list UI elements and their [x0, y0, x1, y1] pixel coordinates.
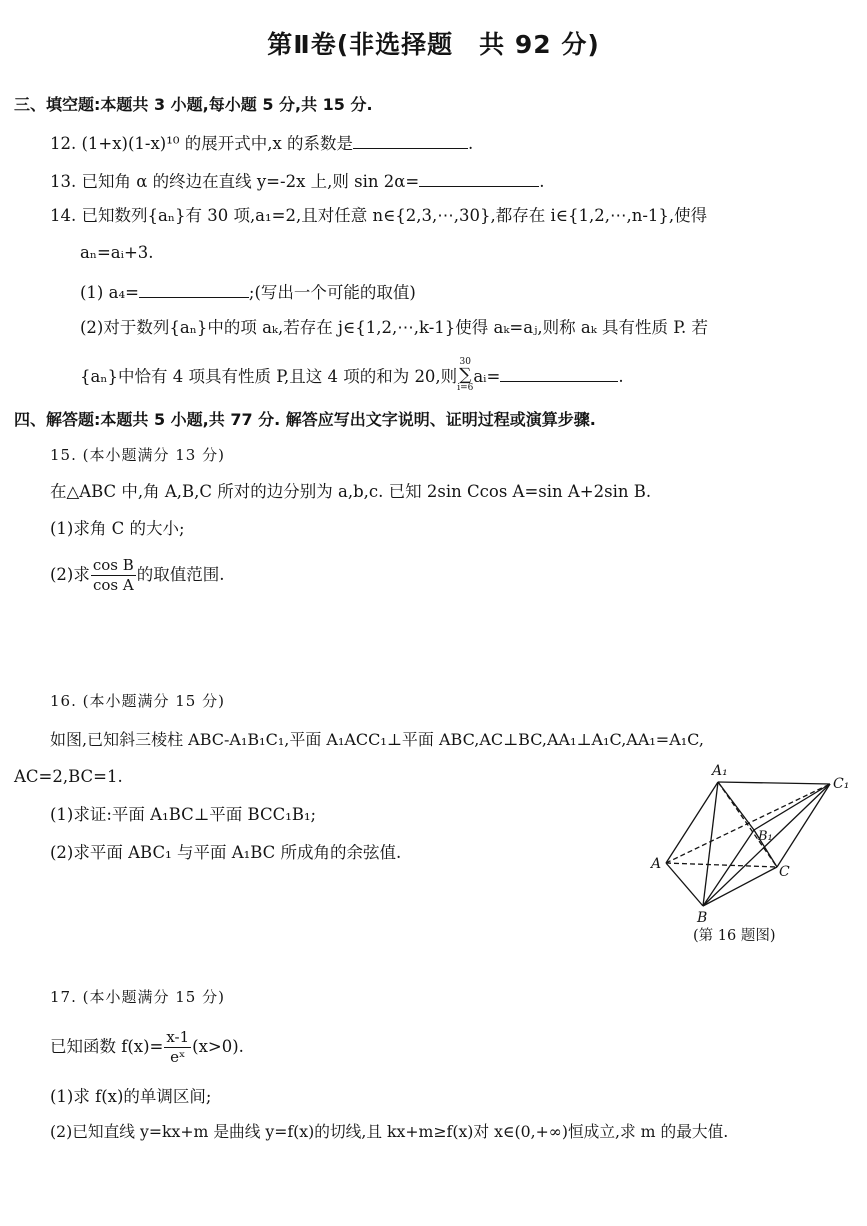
q16-heading: 16. (本小题满分 15 分) — [50, 692, 225, 710]
q15-part2-pre: (2)求 — [50, 564, 90, 584]
q13-text: 13. 已知角 α 的终边在直线 y=-2x 上,则 sin 2α= — [50, 172, 420, 191]
figure-caption: (第 16 题图) — [693, 928, 776, 944]
q17-stem-pre: 已知函数 f(x)= — [50, 1036, 164, 1056]
question-12 — [50, 132, 473, 154]
section4-header: 四、解答题:本题共 5 小题,共 77 分. 解答应写出文字说明、证明过程或演算步骤. — [14, 410, 596, 429]
edge-bc — [703, 867, 777, 906]
q17-part2: (2)已知直线 y=kx+m 是曲线 y=f(x)的切线,且 kx+m≥f(x)对 x∈(0,+∞)恒成立,求 m 的最大值. — [50, 1122, 729, 1141]
label-b: B — [697, 910, 708, 925]
edge-bc1 — [703, 784, 830, 906]
q12-answer-blank — [353, 132, 468, 149]
q15-part1: (1)求角 C 的大小; — [50, 519, 185, 538]
q15-frac-den: cos A — [92, 575, 134, 594]
q14-part1-blank — [139, 281, 249, 298]
sum-symbol: ∑ — [459, 365, 472, 385]
sum-lower: i=6 — [457, 383, 474, 393]
q12-end: . — [468, 134, 474, 153]
q17-stem — [50, 1028, 244, 1067]
q14-part1 — [80, 281, 416, 303]
q14-line2: aₙ=aᵢ+3. — [80, 243, 154, 262]
q15-heading: 15. (本小题满分 13 分) — [50, 446, 225, 464]
q13-answer-blank — [419, 170, 539, 187]
q17-fraction — [164, 1028, 191, 1067]
q15-part2-post: 的取值范围. — [136, 564, 225, 584]
q17-frac-den: eˣ — [170, 1047, 186, 1066]
label-c1: C₁ — [833, 776, 850, 792]
q17-stem-post: (x>0). — [192, 1036, 244, 1056]
q14-part1-note: ;(写出一个可能的取值) — [248, 283, 416, 302]
q17-frac-num: x-1 — [166, 1028, 190, 1046]
q14-part2-blank — [500, 365, 618, 382]
summation — [457, 358, 473, 393]
prism-figure — [640, 760, 855, 925]
label-c: C — [779, 864, 790, 880]
q14-part2-line1: (2)对于数列{aₙ}中的项 aₖ,若存在 j∈{1,2,⋯,k-1}使得 aₖ=aⱼ,则称 aₖ 具有性质 P. 若 — [80, 318, 708, 337]
q15-stem: 在△ABC 中,角 A,B,C 所对的边分别为 a,b,c. 已知 2sin Ccos A=sin A+2sin B. — [50, 482, 652, 501]
edge-a1c1 — [718, 782, 830, 784]
q15-part2 — [50, 556, 225, 595]
q14-part1-text: (1) a₄= — [80, 283, 139, 302]
q17-heading: 17. (本小题满分 15 分) — [50, 988, 225, 1006]
q15-frac-num: cos B — [92, 556, 134, 574]
edge-ac-dashed — [666, 863, 777, 867]
q13-end: . — [539, 172, 545, 191]
q14-line1: 14. 已知数列{aₙ}有 30 项,a₁=2,且对任意 n∈{2,3,⋯,30},都存在 i∈{1,2,⋯,n-1},使得 — [50, 206, 708, 225]
label-a: A — [651, 856, 662, 872]
edge-b1c1 — [754, 784, 830, 830]
sum-upper: 30 — [459, 357, 471, 367]
label-a1: A₁ — [712, 763, 728, 779]
q14-part2-line2 — [80, 357, 624, 395]
section3-header: 三、填空题:本题共 3 小题,每小题 5 分,共 15 分. — [14, 95, 373, 114]
q16-stem-line2: AC=2,BC=1. — [14, 767, 123, 786]
q15-fraction — [91, 556, 136, 595]
question-13 — [50, 170, 544, 192]
q16-part2: (2)求平面 ABC₁ 与平面 A₁BC 所成角的余弦值. — [50, 843, 402, 862]
q14-part2-line2-post: aᵢ= — [473, 367, 501, 386]
edge-ab — [666, 863, 703, 906]
page-title: 第Ⅱ卷(非选择题 共 92 分) — [267, 30, 600, 59]
q14-part2-line2-pre: {aₙ}中恰有 4 项具有性质 P,且这 4 项的和为 20,则 — [80, 367, 458, 386]
q14-part2-end: . — [618, 367, 624, 386]
q12-text: 12. (1+x)(1-x)¹⁰ 的展开式中,x 的系数是 — [50, 134, 354, 153]
label-b1: B₁ — [758, 829, 773, 844]
q16-part1: (1)求证:平面 A₁BC⊥平面 BCC₁B₁; — [50, 805, 317, 824]
q17-part1: (1)求 f(x)的单调区间; — [50, 1087, 212, 1106]
q16-stem-line1: 如图,已知斜三棱柱 ABC-A₁B₁C₁,平面 A₁ACC₁⊥平面 ABC,AC⊥BC,AA₁⊥A₁C,AA₁=A₁C, — [50, 730, 704, 749]
